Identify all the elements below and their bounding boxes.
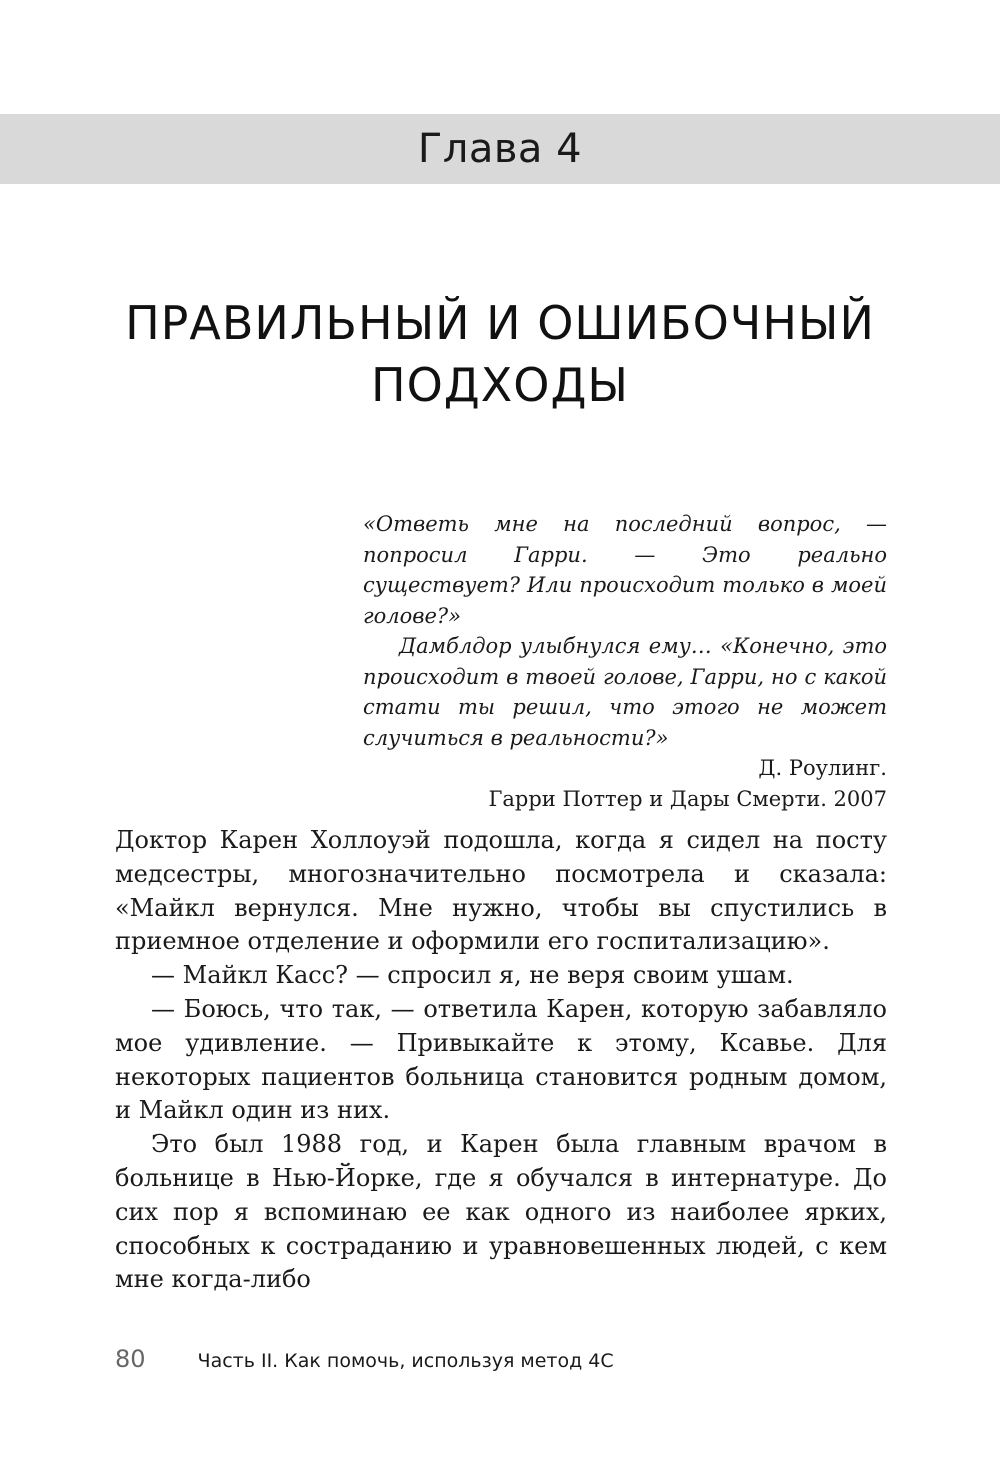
body-paragraph: Доктор Карен Холлоуэй подошла, когда я сидел на посту медсестры, многозначительно посмотрела и сказала: «Майкл вернулся. Мне нужно, чтобы вы спустились в приемное отделение и оформили его госпитализацию». bbox=[115, 826, 887, 956]
epigraph-author: Д. Роулинг. bbox=[758, 756, 887, 780]
page-footer bbox=[115, 1345, 614, 1373]
epigraph-paragraph: «Ответь мне на последний вопрос, — попросил Гарри. — Это реально существует? Или происходит только в моей голове?» bbox=[363, 512, 887, 628]
body-paragraph: — Боюсь, что так, — ответила Карен, которую забавляло мое удивление. — Привыкайте к этому, Ксавье. Для некоторых пациентов больница становится родным домом, и Майкл один из них. bbox=[115, 994, 887, 1125]
chapter-title-line-1: ПРАВИЛЬНЫЙ И ОШИБОЧНЫЙ bbox=[125, 296, 875, 350]
body-paragraph: Это был 1988 год, и Карен была главным врачом в больнице в Нью-Йорке, где я обучался в интернатуре. До сих пор я вспоминаю ее как одного из наиболее ярких, способных к состраданию и уравновешенных людей, с кем мне когда-либо bbox=[115, 1130, 887, 1294]
epigraph bbox=[363, 509, 887, 814]
body-text bbox=[115, 824, 887, 1297]
epigraph-quote bbox=[363, 509, 887, 753]
epigraph-paragraph: Дамблдор улыбнулся ему… «Конечно, это происходит в твоей голове, Гарри, но с какой стати ты решил, что этого не может случиться в реальности?» bbox=[363, 634, 887, 750]
body-paragraph: — Майкл Касс? — спросил я, не веря своим ушам. bbox=[151, 961, 794, 990]
chapter-title-line-2: ПОДХОДЫ bbox=[371, 358, 629, 412]
running-head: Часть II. Как помочь, используя метод 4С bbox=[197, 1350, 614, 1372]
epigraph-attribution bbox=[363, 753, 887, 814]
page-number: 80 bbox=[115, 1345, 146, 1373]
chapter-label: Глава 4 bbox=[417, 126, 583, 172]
chapter-title bbox=[0, 292, 1000, 416]
epigraph-source: Гарри Поттер и Дары Смерти. 2007 bbox=[488, 786, 887, 811]
chapter-header-band bbox=[0, 114, 1000, 184]
